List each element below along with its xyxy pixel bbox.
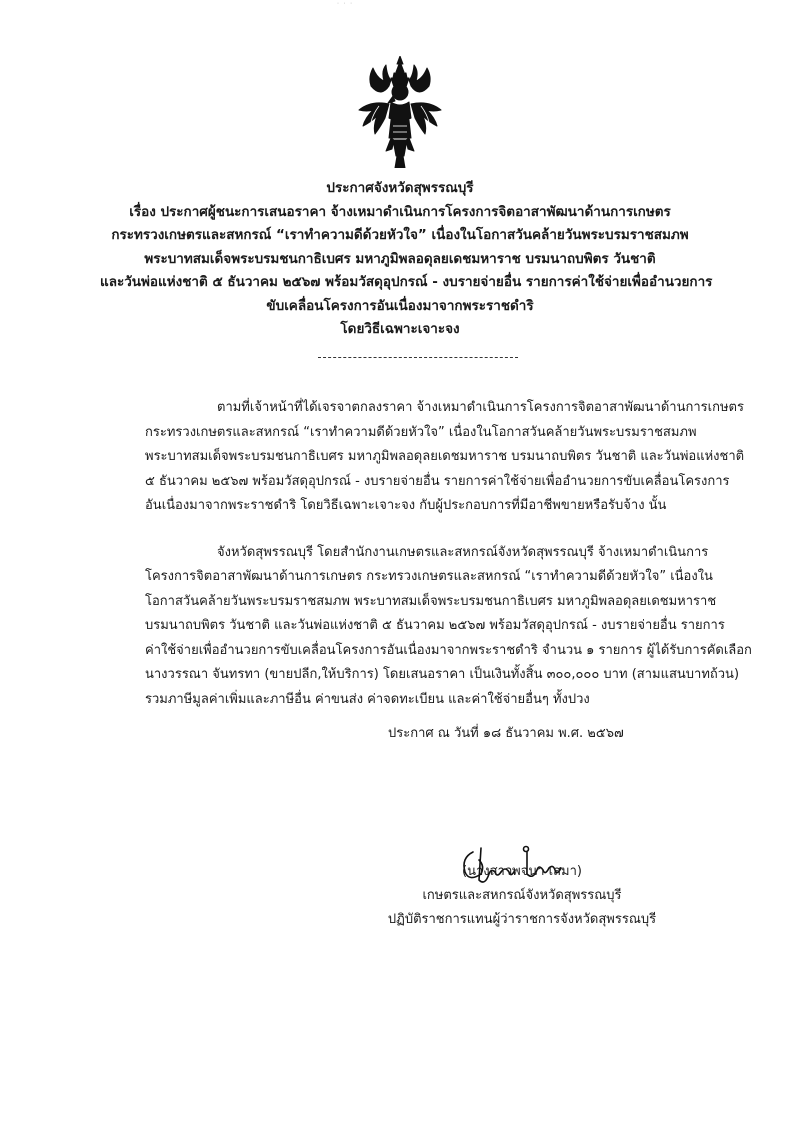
paragraph-line: พระบาทสมเด็จพระบรมชนกาธิเบศร มหาภูมิพลอดุลยเดชมหาราช บรมนาถบพิตร วันชาติ และวันพ่อแห่งชาติ [145,449,745,464]
paragraph-line: โอกาสวันคล้ายวันพระบรมราชสมภพ พระบาทสมเด็จพระบรมชนกาธิเบศร มหาภูมิพลอดุลยเดชมหาราช [145,593,717,609]
header-line: และวันพ่อแห่งชาติ ๕ ธันวาคม ๒๕๖๗ พร้อมวัสดุอุปกรณ์ - งบรายจ่ายอื่น รายการค่าใช้จ่ายเพื่ออำนวยการ [100,274,713,290]
signatory-position: เกษตรและสหกรณ์จังหวัดสุพรรณบุรี [422,888,622,903]
paragraph-line: กระทรวงเกษตรและสหกรณ์ “เราทำความดีด้วยหัวใจ” เนื่องในโอกาสวันคล้ายวันพระบรมราชสมภพ [145,424,697,440]
scan-mark: ˙ ˙ ˙ [336,2,354,11]
paragraph-line: รวมภาษีมูลค่าเพิ่มและภาษีอื่น ค่าขนส่ง ค่าจดทะเบียน และค่าใช้จ่ายอื่นๆ ทั้งปวง [145,691,590,707]
header-line: พระบาทสมเด็จพระบรมชนกาธิเบศร มหาภูมิพลอดุลยเดชมหาราช บรมนาถบพิตร วันชาติ [144,250,656,267]
paragraph-line: โครงการจิตอาสาพัฒนาด้านการเกษตร กระทรวงเกษตรและสหกรณ์ “เราทำความดีด้วยหัวใจ” เนื่องใน [145,569,713,584]
signatory-block [372,860,672,932]
paragraph-line: บรมนาถบพิตร วันชาติ และวันพ่อแห่งชาติ ๕ ธันวาคม ๒๕๖๗ พร้อมวัสดุอุปกรณ์ - งบรายจ่ายอื่น รายการ [145,618,725,633]
header-line: ขับเคลื่อนโครงการอันเนื่องมาจากพระราชดำริ [266,297,534,314]
paragraph-1 [145,396,745,519]
header-line: กระทรวงเกษตรและสหกรณ์ “เราทำความดีด้วยหัวใจ” เนื่องในโอกาสวันคล้ายวันพระบรมราชสมภพ [111,227,689,243]
header-line: โดยวิธีเฉพาะเจาะจง [340,321,460,337]
announcement-date: ประกาศ ณ วันที่ ๑๘ ธันวาคม พ.ศ. ๒๕๖๗ [388,726,624,741]
paragraph-line: ๕ ธันวาคม ๒๕๖๗ พร้อมวัสดุอุปกรณ์ - งบรายจ่ายอื่น รายการค่าใช้จ่ายเพื่ออำนวยการขับเคลื่อนโครงการ [145,473,730,489]
garuda-emblem-icon [357,56,443,168]
paragraph-line: นางวรรณา จันทรทา (ขายปลีก,ให้บริการ) โดยเสนอราคา เป็นเงินทั้งสิ้น ๓๐๐,๐๐๐ บาท (สามแสนบาทถ้วน) [145,667,740,682]
paragraph-line: ตามที่เจ้าหน้าที่ได้เจรจาตกลงราคา จ้างเหมาดำเนินการโครงการจิตอาสาพัฒนาด้านการเกษตร [217,400,744,415]
paragraph-line: ค่าใช้จ่ายเพื่ออำนวยการขับเคลื่อนโครงการอันเนื่องมาจากพระราชดำริ จำนวน ๑ รายการ ผู้ได้รับการคัดเลือก [145,642,752,658]
paragraph-line: จังหวัดสุพรรณบุรี โดยสำนักงานเกษตรและสหกรณ์จังหวัดสุพรรณบุรี จ้างเหมาดำเนินการ [217,544,709,560]
paragraph-2 [145,541,752,713]
header-line: เรื่อง ประกาศผู้ชนะการเสนอราคา จ้างเหมาดำเนินการโครงการจิตอาสาพัฒนาด้านการเกษตร [129,203,671,220]
dashed-divider [318,357,518,358]
document-body [145,396,752,734]
signatory-acting-position: ปฏิบัติราชการแทนผู้ว่าราชการจังหวัดสุพรรณบุรี [387,912,657,927]
header-line: ประกาศจังหวัดสุพรรณบุรี [326,180,474,196]
document-header [100,177,713,342]
paragraph-line: อันเนื่องมาจากพระราชดำริ โดยวิธีเฉพาะเจาะจง กับผู้ประกอบการที่มีอาชีพขายหรือรับจ้าง นั้น [145,498,667,513]
signatory-name: (นางสาวพจนา เสมา) [462,864,582,879]
